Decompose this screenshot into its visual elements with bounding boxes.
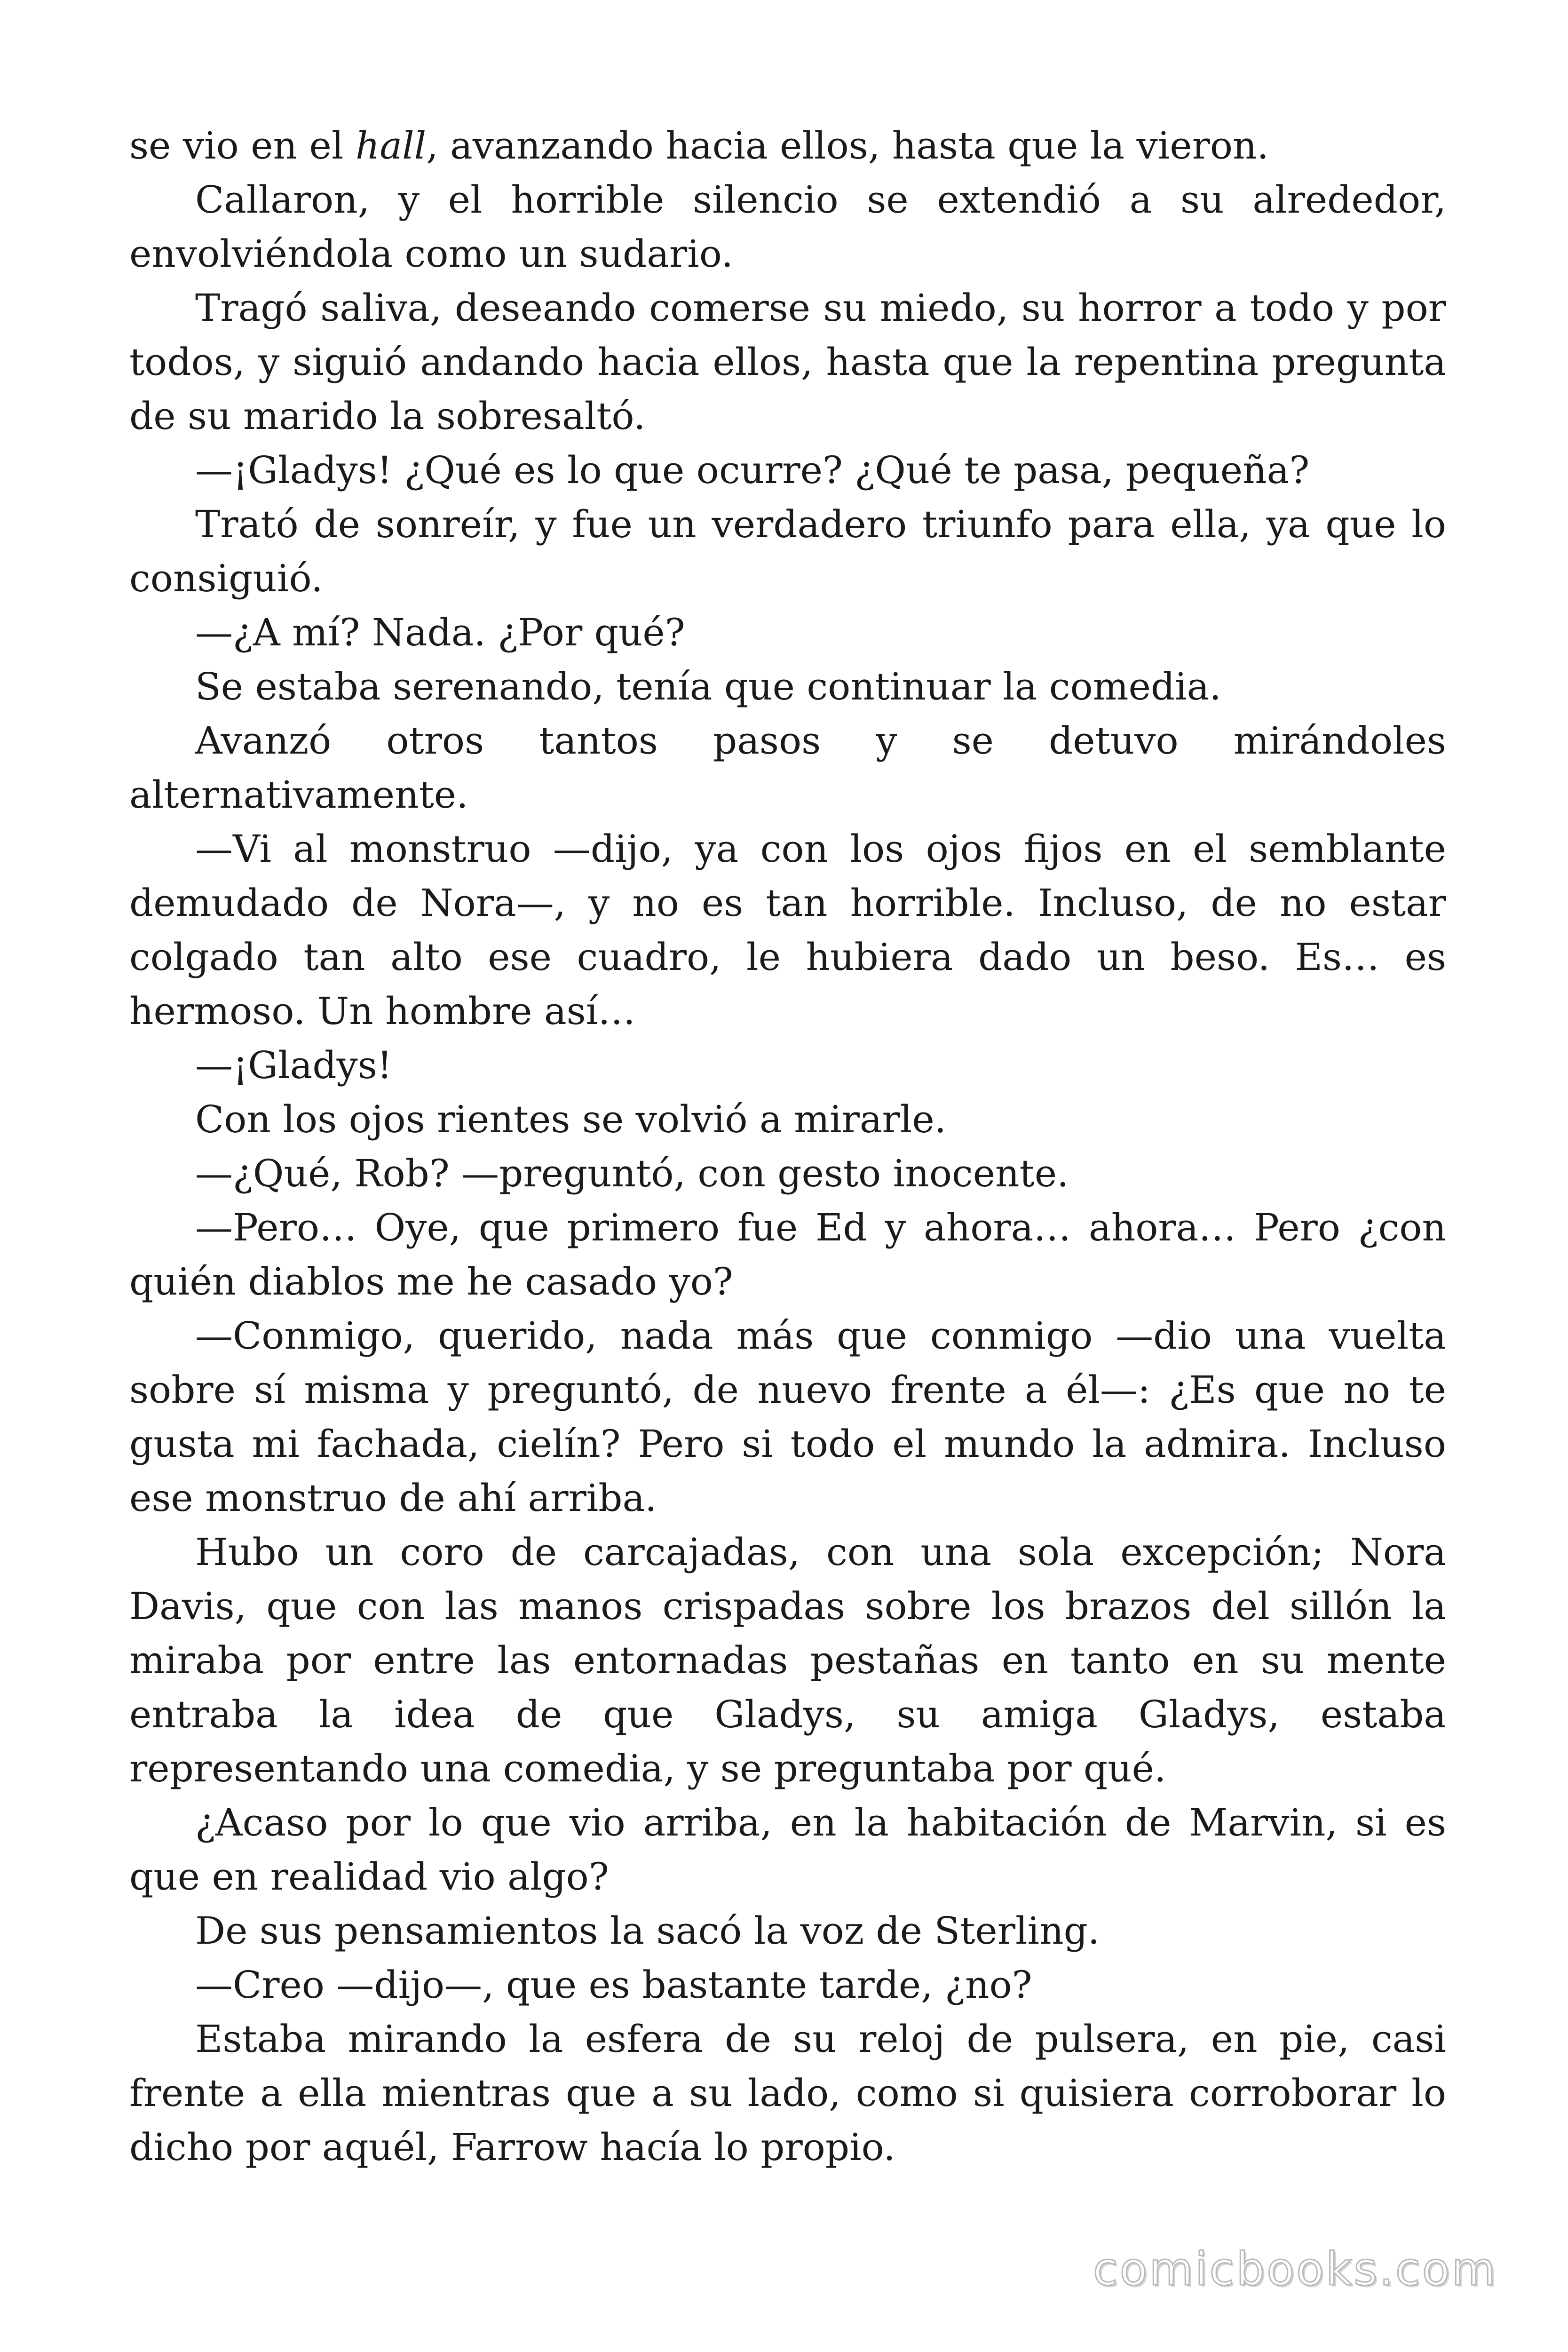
paragraph-18: —Creo —dijo—, que es bastante tarde, ¿no? [195,1963,1032,2007]
paragraph-6: —¿A mí? Nada. ¿Por qué? [195,611,685,654]
paragraph-11: Con los ojos rientes se volvió a mirarle. [195,1097,947,1141]
paragraph-12: —¿Qué, Rob? —preguntó, con gesto inocente. [195,1152,1069,1195]
paragraph-5: Trató de sonreír, y fue un verdadero triunfo para ella, ya que lo consiguió. [129,502,1446,600]
paragraph-1 [129,119,1446,173]
paragraph-1-end: , avanzando hacia ellos, hasta que la vieron. [426,124,1269,167]
watermark: comicbooks.com [1093,2243,1497,2296]
paragraph-15: Hubo un coro de carcajadas, con una sola excepción; Nora Davis, que con las manos crispadas sobre los brazos del sillón la miraba por entre las entornadas pestañas en tanto en su mente entraba la idea de que Gladys, su amiga Gladys, estaba representando una comedia, y se preguntaba por qué. [129,1530,1446,1790]
paragraph-10: —¡Gladys! [195,1043,392,1087]
paragraph-2: Callaron, y el horrible silencio se extendió a su alrededor, envolviéndola como un sudario. [129,178,1446,276]
paragraph-1-start: se vio en el [129,124,356,167]
paragraph-3: Tragó saliva, deseando comerse su miedo, su horror a todo y por todos, y siguió andando hacia ellos, hasta que la repentina pregunta de su marido la sobresaltó. [129,286,1446,438]
paragraph-8: Avanzó otros tantos pasos y se detuvo mirándoles alternativamente. [129,719,1446,817]
paragraph-4: —¡Gladys! ¿Qué es lo que ocurre? ¿Qué te pasa, pequeña? [195,448,1310,492]
paragraph-7: Se estaba serenando, tenía que continuar la comedia. [195,665,1221,708]
paragraph-17: De sus pensamientos la sacó la voz de Sterling. [195,1909,1100,1953]
paragraph-19: Estaba mirando la esfera de su reloj de pulsera, en pie, casi frente a ella mientras que a su lado, como si quisiera corroborar lo dicho por aquél, Farrow hacía lo propio. [129,2017,1446,2169]
paragraph-16: ¿Acaso por lo que vio arriba, en la habitación de Marvin, si es que en realidad vio algo? [129,1801,1446,1899]
paragraph-14: —Conmigo, querido, nada más que conmigo —dio una vuelta sobre sí misma y preguntó, de nuevo frente a él—: ¿Es que no te gusta mi fachada, cielín? Pero si todo el mundo la admira. Incluso ese monstruo de ahí arriba. [129,1314,1446,1520]
paragraph-13: —Pero… Oye, que primero fue Ed y ahora… ahora… Pero ¿con quién diablos me he casado yo? [129,1206,1446,1303]
page-body-text [129,119,1446,2174]
italic-word-hall: hall [355,124,427,167]
paragraph-9: —Vi al monstruo —dijo, ya con los ojos fijos en el semblante demudado de Nora—, y no es tan horrible. Incluso, de no estar colgado tan alto ese cuadro, le hubiera dado un beso. Es… es hermoso. Un hombre así… [129,827,1446,1033]
